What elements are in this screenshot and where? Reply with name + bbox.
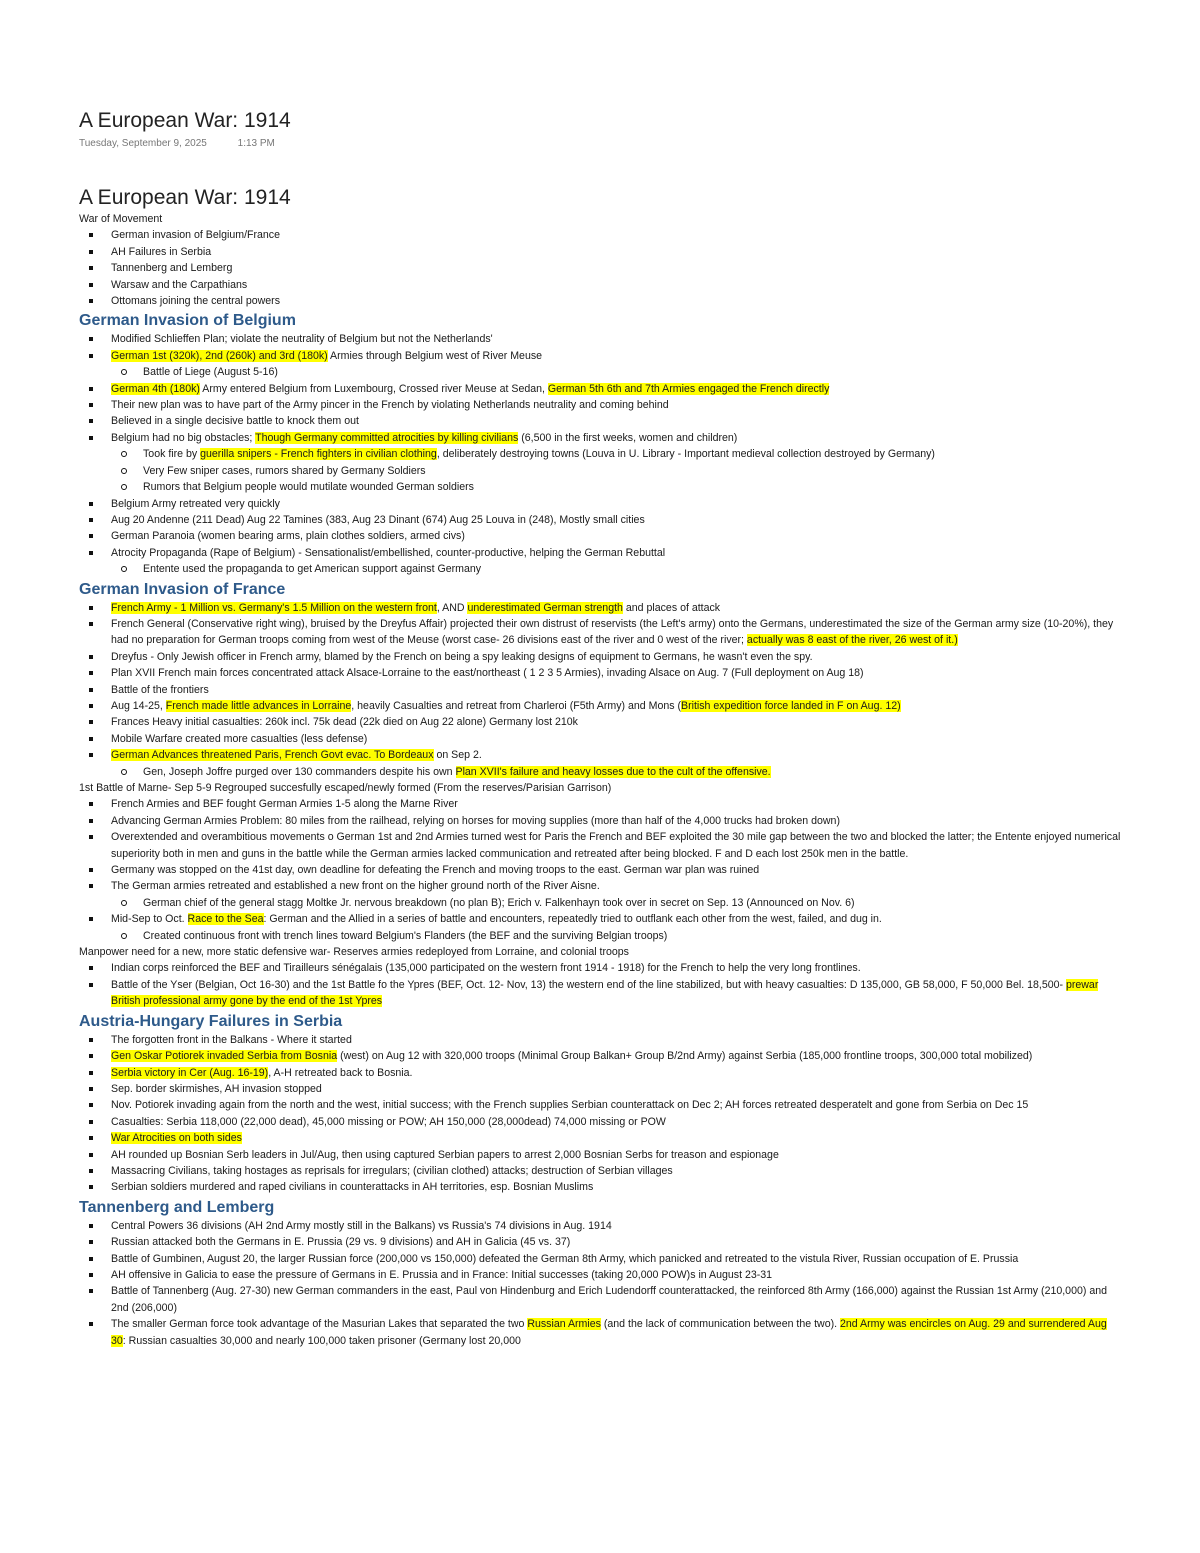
list-item	[79, 747, 1124, 763]
highlight: Russian Armies	[527, 1318, 601, 1331]
highlight: guerilla snipers - French fighters in civilian clothing	[200, 448, 437, 461]
list-item: Aug 20 Andenne (211 Dead) Aug 22 Tamines (383, Aug 23 Dinant (674) Aug 25 Louva in (248), Mostly small cities	[79, 512, 1124, 528]
list-item: French Armies and BEF fought German Armies 1-5 along the Marne River	[79, 796, 1124, 812]
list-item: Modified Schlieffen Plan; violate the neutrality of Belgium but not the Netherlands'	[79, 331, 1124, 347]
list-item: Advancing German Armies Problem: 80 miles from the railhead, relying on horses for moving supplies (more than half of the 4,000 trucks had broken down)	[79, 813, 1124, 829]
document-title: A European War: 1914	[79, 186, 291, 209]
serbia-list	[79, 1032, 1124, 1196]
marne-paragraph: 1st Battle of Marne- Sep 5-9 Regrouped succesfully escaped/newly formed (From the reserves/Parisian Garrison)	[79, 782, 612, 794]
sub-list-item	[79, 764, 1124, 780]
list-item: AH rounded up Bosnian Serb leaders in Jul/Aug, then using captured Serbian papers to arrest 2,000 Bosnian Serbs for treason and espionage	[79, 1147, 1124, 1163]
sub-list-item: Very Few sniper cases, rumors shared by Germany Soldiers	[79, 463, 1124, 479]
sub-list-item	[79, 446, 1124, 462]
list-item: AH offensive in Galicia to ease the pressure of Germans in E. Prussia and in France: Initial successes (taking 20,000 POW)s in August 23-31	[79, 1267, 1124, 1283]
list-item: Massacring Civilians, taking hostages as reprisals for irregulars; (civilian clothed) attacks; destruction of Serbian villages	[79, 1163, 1124, 1179]
list-item: Tannenberg and Lemberg	[79, 260, 1124, 276]
text: on Sep 2.	[433, 749, 482, 762]
highlight: French Army - 1 Million vs. Germany's 1.5 Million on the western front	[111, 601, 437, 614]
list-item	[79, 348, 1124, 364]
highlight: German 1st (320k), 2nd (260k) and 3rd (180k)	[111, 349, 328, 362]
text: (6,500 in the first weeks, women and children)	[518, 431, 738, 444]
text: : Russian casualties 30,000 and nearly 100,000 taken prisoner (Germany lost 20,000	[122, 1334, 521, 1347]
list-item: Casualties: Serbia 118,000 (22,000 dead), 45,000 missing or POW; AH 150,000 (28,000dead) 74,000 missing or POW	[79, 1114, 1124, 1130]
page-time: 1:13 PM	[237, 138, 275, 149]
highlight: underestimated German strength	[467, 601, 623, 614]
manpower-list	[79, 960, 1124, 1009]
list-item: Battle of Tannenberg (Aug. 27-30) new German commanders in the east, Paul von Hindenburg and Erich Ludendorff counterattacked, the reinforced 8th Army (166,000) against the Russian 1st Army (210,000) and 2nd (206,000)	[79, 1283, 1124, 1316]
list-item: Battle of Gumbinen, August 20, the larger Russian force (200,000 vs 150,000) defeated the German 8th Army, which panicked and retreated to the vistula River, Russian occupation of E. Prussia	[79, 1251, 1124, 1267]
list-item: Dreyfus - Only Jewish officer in French army, blamed by the French on being a spy leaking designs of equipment to Germans, he wasn't even the spy.	[79, 649, 1124, 665]
list-item: Germany was stopped on the 41st day, own deadline for defeating the French and moving troops to the east. German war plan was ruined	[79, 862, 1124, 878]
list-item	[79, 698, 1124, 714]
list-item: Overextended and overambitious movements o German 1st and 2nd Armies turned west for Paris the French and BEF exploited the 30 mile gap between the two and blocked the latter; the Entente enjoyed numerical superiority both in men and guns in the battle while the German armies lacked communication and retreated after being blocked. F and D each lost 250k men in the battle.	[79, 829, 1124, 862]
highlight: Gen Oskar Potiorek invaded Serbia from Bosnia	[111, 1050, 338, 1063]
list-item	[79, 1316, 1124, 1349]
highlight: Plan XVII's failure and heavy losses due to the cult of the offensive.	[455, 765, 771, 778]
text: Took fire by	[143, 448, 201, 461]
sub-list-item: German chief of the general stagg Moltke Jr. nervous breakdown (no plan B); Erich v. Falkenhayn took over in secret on Sep. 13 (Announced on Nov. 6)	[79, 895, 1124, 911]
sub-list-item: Created continuous front with trench lines toward Belgium's Flanders (the BEF and the surviving Belgian troops)	[79, 928, 1124, 944]
text: Aug 14-25,	[111, 699, 166, 712]
text: (and the lack of communication between the two).	[600, 1318, 840, 1331]
list-item: German invasion of Belgium/France	[79, 227, 1124, 243]
heading-serbia: Austria-Hungary Failures in Serbia	[79, 1012, 343, 1030]
highlight: prewar British professional army gone by the end of the 1st Ypres	[111, 978, 1099, 1008]
war-of-movement-list	[79, 227, 1124, 309]
list-item: Belgium Army retreated very quickly	[79, 496, 1124, 512]
list-item	[79, 616, 1124, 649]
list-item: Russian attacked both the Germans in E. Prussia (29 vs. 9 divisions) and AH in Galicia (45 vs. 37)	[79, 1234, 1124, 1250]
marne-list	[79, 796, 1124, 944]
highlight: Race to the Sea	[187, 913, 264, 926]
page-title: A European War: 1914	[79, 109, 291, 132]
highlight: French made little advances in Lorraine	[165, 699, 352, 712]
list-item: Indian corps reinforced the BEF and Tirailleurs sénégalais (135,000 participated on the western front 1914 - 1918) for the French to help the very long frontlines.	[79, 960, 1124, 976]
tannenberg-list	[79, 1218, 1124, 1349]
highlight: actually was 8 east of the river, 26 west of it.)	[746, 634, 958, 647]
list-item	[79, 430, 1124, 446]
highlight: British expedition force landed in F on Aug. 12)	[681, 699, 901, 712]
text: Gen, Joseph Joffre purged over 130 commanders despite his own	[143, 765, 456, 778]
heading-belgium: German Invasion of Belgium	[79, 312, 296, 330]
list-item: Serbian soldiers murdered and raped civilians in counterattacks in AH territories, esp. Bosnian Muslims	[79, 1179, 1124, 1195]
list-item: Believed in a single decisive battle to knock them out	[79, 413, 1124, 429]
war-of-movement-label: War of Movement	[79, 213, 163, 225]
list-item	[79, 1065, 1124, 1081]
list-item	[79, 911, 1124, 927]
list-item: Ottomans joining the central powers	[79, 293, 1124, 309]
manpower-paragraph: Manpower need for a new, more static defensive war- Reserves armies redeployed from Lorraine, and colonial troops	[79, 946, 629, 959]
list-item	[79, 1048, 1124, 1064]
highlight: German 4th (180k)	[111, 382, 200, 395]
sub-list-item: Entente used the propaganda to get American support against Germany	[79, 561, 1124, 577]
list-item: Atrocity Propaganda (Rape of Belgium) - Sensationalist/embellished, counter-productive, helping the German Rebuttal	[79, 545, 1124, 561]
list-item: The forgotten front in the Balkans - Where it started	[79, 1032, 1124, 1048]
text: Armies through Belgium west of River Meuse	[327, 349, 543, 362]
list-item: Frances Heavy initial casualties: 260k incl. 75k dead (22k died on Aug 22 alone) Germany lost 210k	[79, 714, 1124, 730]
list-item: Sep. border skirmishes, AH invasion stopped	[79, 1081, 1124, 1097]
list-item: Their new plan was to have part of the Army pincer in the French by violating Netherlands neutrality and coming behind	[79, 397, 1124, 413]
text: : German and the Allied in a series of battle and encounters, repeatedly tried to outflank each other from the west, failed, and dug in.	[263, 913, 882, 926]
page-meta	[79, 138, 1124, 149]
list-item: Warsaw and the Carpathians	[79, 277, 1124, 293]
text: French General (Conservative right wing), bruised by the Dreyfus Affair) projected their own distrust of reservists (the Left's army) onto the Germans, underestimated the size of the German army size (10-20%), they had no preparation for German troops coming from west of the Meuse (worst case- 26 divisions east of the river and 0 west of the river;	[111, 617, 1114, 647]
list-item	[79, 600, 1124, 616]
page-date: Tuesday, September 9, 2025	[79, 138, 207, 149]
text: , AND	[436, 601, 468, 614]
list-item: Battle of the frontiers	[79, 682, 1124, 698]
list-item: Mobile Warfare created more casualties (less defense)	[79, 731, 1124, 747]
list-item	[79, 977, 1124, 1010]
list-item: AH Failures in Serbia	[79, 244, 1124, 260]
text: Army entered Belgium from Luxembourg, Crossed river Meuse at Sedan,	[199, 382, 548, 395]
highlight: German Advances threatened Paris, French Govt evac. To Bordeaux	[111, 749, 434, 762]
list-item	[79, 1130, 1124, 1146]
list-item	[79, 381, 1124, 397]
text: , A-H retreated back to Bosnia.	[268, 1066, 413, 1079]
highlight: War Atrocities on both sides	[111, 1132, 242, 1145]
text: , heavily Casualties and retreat from Charleroi (F5th Army) and Mons (	[351, 699, 681, 712]
highlight: German 5th 6th and 7th Armies engaged the French directly	[547, 382, 830, 395]
list-item: Nov. Potiorek invading again from the north and the west, initial success; with the French supplies Serbian counterattack on Dec 2; AH forces retreated desperatelt and gone from Serbia on Dec 15	[79, 1097, 1124, 1113]
list-item: German Paranoia (women bearing arms, plain clothes soldiers, armed civs)	[79, 528, 1124, 544]
text: Belgium had no big obstacles;	[111, 431, 256, 444]
heading-france: German Invasion of France	[79, 580, 286, 598]
highlight: Serbia victory in Cer (Aug. 16-19)	[111, 1066, 269, 1079]
text: Mid-Sep to Oct.	[111, 913, 188, 926]
sub-list-item: Battle of Liege (August 5-16)	[79, 364, 1124, 380]
list-item: Plan XVII French main forces concentrated attack Alsace-Lorraine to the east/northeast ( 1 2 3 5 Armies), invading Alsace on Aug. 7 (Full deployment on Aug 18)	[79, 665, 1124, 681]
note-page	[79, 108, 1124, 1440]
text: The smaller German force took advantage of the Masurian Lakes that separated the two	[111, 1318, 528, 1331]
text: and places of attack	[622, 601, 721, 614]
highlight: 2nd Army was encircles on Aug. 29 and surrendered Aug 30	[111, 1318, 1107, 1347]
text: , deliberately destroying towns (Louva in U. Library - Important medieval collection destroyed by Germany)	[436, 448, 935, 461]
list-item: Central Powers 36 divisions (AH 2nd Army mostly still in the Balkans) vs Russia's 74 divisions in Aug. 1914	[79, 1218, 1124, 1234]
highlight: Though Germany committed atrocities by killing civilians	[255, 431, 519, 444]
text: Battle of the Yser (Belgian, Oct 16-30) and the 1st Battle fo the Ypres (BEF, Oct. 12- Nov, 13) the western end of the line stabilized, but with heavy casualties: D 135,000, GB 58,000, F 50,000 Bel. 18,500-	[111, 978, 1066, 991]
belgium-list	[79, 331, 1124, 577]
text: (west) on Aug 12 with 320,000 troops (Minimal Group Balkan+ Group B/2nd Army) against Serbia (185,000 frontline troops, 300,000 total mobilized)	[337, 1050, 1033, 1063]
sub-list-item: Rumors that Belgium people would mutilate wounded German soldiers	[79, 479, 1124, 495]
list-item: The German armies retreated and established a new front on the higher ground north of the River Aisne.	[79, 878, 1124, 894]
heading-tannenberg: Tannenberg and Lemberg	[79, 1198, 275, 1216]
france-list	[79, 600, 1124, 780]
